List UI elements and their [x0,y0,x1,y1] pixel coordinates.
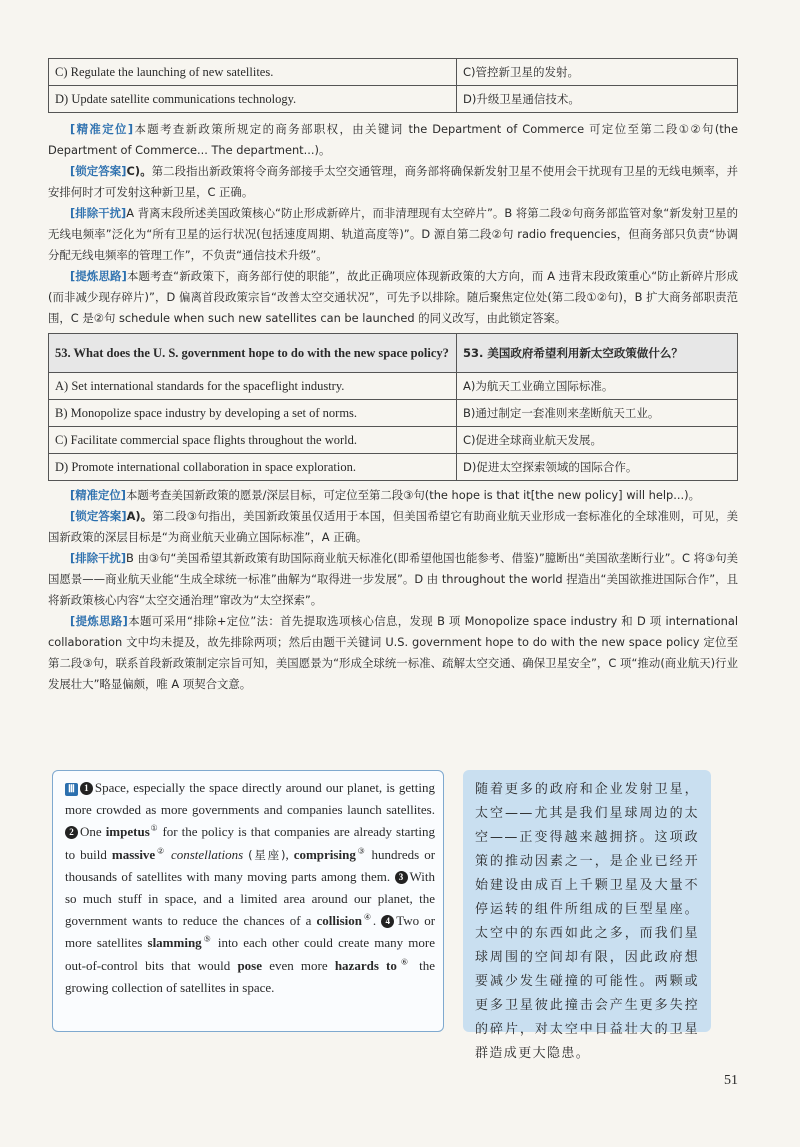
analysis-tag: [排除干扰] [70,551,127,565]
sentence-2c: hundreds or thousands of satellites with many moving parts among them. [65,846,436,884]
table-row [49,454,738,481]
analysis-text: 本题可采用“排除+定位”法：首先提取选项核心信息，发现 B 项 Monopolize space industry 和 D 项 international collaboration 文中均未提及，故先排除两项；然后由题干关键词 U.S. government hope to do with the new space policy 定位至第二段③句，联系首段新政策制定宗旨可知，美国愿景为“形成全球统一标准、疏解太空交通、确保卫星安全”，C 项“推动(商业航天)行业发展壮大”略显偏颇，唯 A 项契合文意。 [48,614,738,691]
answer-letter: A)。 [126,509,153,523]
sentence-3a: With so much stuff in space, and a limited area around our planet, the government wants to reduce the chances of a [65,868,436,929]
analysis-tag: [锁定答案] [70,509,127,523]
footnote-marker: ④ [362,912,373,922]
analysis-answer [48,506,738,548]
analysis-tag: [提炼思路] [70,269,127,283]
option-en: C) Regulate the launching of new satellites. [49,59,457,86]
vocab-collision: collision [316,913,362,929]
analysis-tag: [精准定位] [70,488,126,502]
table-row [49,86,738,113]
option-en: A) Set international standards for the spaceflight industry. [49,373,457,400]
analysis-thinking [48,266,738,329]
option-zh: C)管控新卫星的发射。 [457,59,738,86]
sentence-4d: the growing collection of satellites in space. [65,957,436,995]
analysis-answer [48,161,738,203]
analysis-tag: [锁定答案] [70,164,127,178]
table-row [49,427,738,454]
vocab-impetus: impetus [105,824,150,840]
sentence-number: 1 [80,782,93,795]
analysis-text: 第二段指出新政策将令商务部接手太空交通管理，商务部将确保新发射卫星不使用会干扰现有卫星的无线电频率，并安排何时才可发射这种新卫星，C 正确。 [48,164,738,199]
sentence-4b: into each other could create many more out-of-control bits that would [65,935,435,973]
analysis-thinking [48,611,738,695]
sentence-number: 3 [395,871,408,884]
footnote-marker: ③ [355,846,367,856]
q53-table [48,333,738,481]
vocab-hazards-to: hazards to [334,957,397,973]
sentence-4a: Two or more satellites [65,913,436,951]
table-row [49,59,738,86]
footnote-marker: ① [149,824,159,834]
analysis-exclude [48,548,738,611]
option-zh: A)为航天工业确立国际标准。 [457,373,738,400]
sentence-1: Space, especially the space directly around our planet, is getting more crowded as more governments and companies launch satellites. [65,780,435,818]
option-zh: D)促进太空探索领域的国际合作。 [457,454,738,481]
vocab-comprising: comprising [293,846,356,862]
sentence-number: 4 [381,915,394,928]
option-en: D) Promote international collaboration in space exploration. [49,454,457,481]
page-number: 51 [724,1073,738,1088]
question-en: 53. What does the U. S. government hope to do with the new space policy? [49,334,457,373]
analysis-text: 本题考查美国新政策的愿景/深层目标，可定位至第二段③句(the hope is that it[the new policy] will help...)。 [125,488,700,502]
passage-english: Ⅲ 1 Space, especially the space directly around our planet, is getting more crowded as more governments and companies launch satellites. 2 One impetus① for the policy is that companies are already starting to build massive② constellations (星座), comprising③ hundreds or thousands of satellites with many moving parts among them. 3 With so much stuff in space, and a limited area around our planet, the government wants to reduce the chances of a collision④. 4 Two or more satellites slamming⑤ into each other could create many more out-of-control bits that would pose even more hazards to⑥ the growing collection of satellites in space. [52,770,444,1032]
question-zh: 53. 美国政府希望利用新太空政策做什么？ [457,334,738,373]
option-en: B) Monopolize space industry by developing a set of norms. [49,400,457,427]
analysis-locate [48,119,738,161]
analysis-text: B 由③句“美国希望其新政策有助国际商业航天标准化(即希望他国也能参考、借鉴)”臆断出“美国欲垄断行业”。C 将③句美国愿景——商业航天业能“生成全球统一标准”曲解为“取得进一步发展”。D 由 throughout the world 捏造出“美国欲推进国际合作”，且将新政策核心内容“太空交通治理”窜改为“太空探索”。 [48,551,738,607]
vocab-slamming: slamming [147,935,202,951]
analysis-tag: [提炼思路] [70,614,128,628]
analysis-tag: [精准定位] [70,122,134,136]
page [48,0,738,1061]
sentence-2b: for the policy is that companies are already starting to build [65,824,435,862]
option-zh: D)升级卫星通信技术。 [457,86,738,113]
analysis-text: 第二段③句指出，美国新政策虽仅适用于本国，但美国希望它有助商业航天业形成一套标准化的全球准则，可见，美国新政策的深层目标是“为商业航天业确立国际标准”，A 正确。 [48,509,738,544]
analysis-text: 本题考查新政策所规定的商务部职权，由关键词 the Department of Commerce 可定位至第二段①②句(the Department of Commerce... The department...)。 [48,122,738,157]
vocab-constellations: constellations [170,846,244,862]
analysis-text: A 背离末段所述美国政策核心“防止形成新碎片，而非清理现有太空碎片”。B 将第二段②句商务部监管对象“新发射卫星的无线电频率”泛化为“所有卫星的运行状况(包括速度周期、轨道高度等)”。D 源自第二段②句 radio frequencies，但商务部只负责“协调分配无线电频率的管理工作”，不负责“通信技术升级”。 [48,206,738,262]
option-zh: C)促进全球商业航天发展。 [457,427,738,454]
q52-options-table [48,58,738,113]
sentence-number: 2 [65,826,78,839]
footnote-marker: ⑤ [201,935,213,945]
analysis-text: 本题考查“新政策下，商务部行使的职能”，故此正确项应体现新政策的大方向，而 A 违背末段政策重心“防止新碎片形成(而非减少现存碎片)”，D 偏离首段政策宗旨“改善太空交通状况”，可先予以排除。随后聚焦定位处(第二段①②句)，B 扩大商务部职责范围，C 是②句 schedule when such new satellites can be launched 的同义改写，由此锁定答案。 [48,269,738,325]
analysis-exclude [48,203,738,266]
footnote-marker: ⑥ [396,957,412,967]
footnote-marker: ② [155,846,166,856]
vocab-massive: massive [111,846,156,862]
passage-translation: 随着更多的政府和企业发射卫星，太空——尤其是我们星球周边的太空——正变得越来越拥挤。这项政策的推动因素之一，是企业已经开始建设由成百上千颗卫星及大量不停运转的组件所组成的巨型星座。太空中的东西如此之多，而我们星球周围的空间却有限，因此政府想要减少发生碰撞的可能性。两颗或更多卫星彼此撞击会产生更多失控的碎片，对太空中日益壮大的卫星群造成更大隐患。 [463,770,711,1032]
table-row [49,334,738,373]
option-zh: B)通过制定一套准则来垄断航天工业。 [457,400,738,427]
table-row [49,400,738,427]
gloss: (星座) [248,847,286,862]
sentence-4c: even more [269,957,328,973]
analysis-tag: [排除干扰] [70,206,127,220]
option-en: C) Facilitate commercial space flights throughout the world. [49,427,457,454]
section-marker: Ⅲ [65,783,78,796]
option-en: D) Update satellite communications technology. [49,86,457,113]
answer-letter: C)。 [126,164,152,178]
vocab-pose: pose [237,957,262,973]
table-row [49,373,738,400]
q53-analysis [48,485,738,695]
passage-section [48,770,738,1061]
q52-analysis [48,119,738,329]
analysis-locate [48,485,738,506]
sentence-2a: One [80,824,102,840]
